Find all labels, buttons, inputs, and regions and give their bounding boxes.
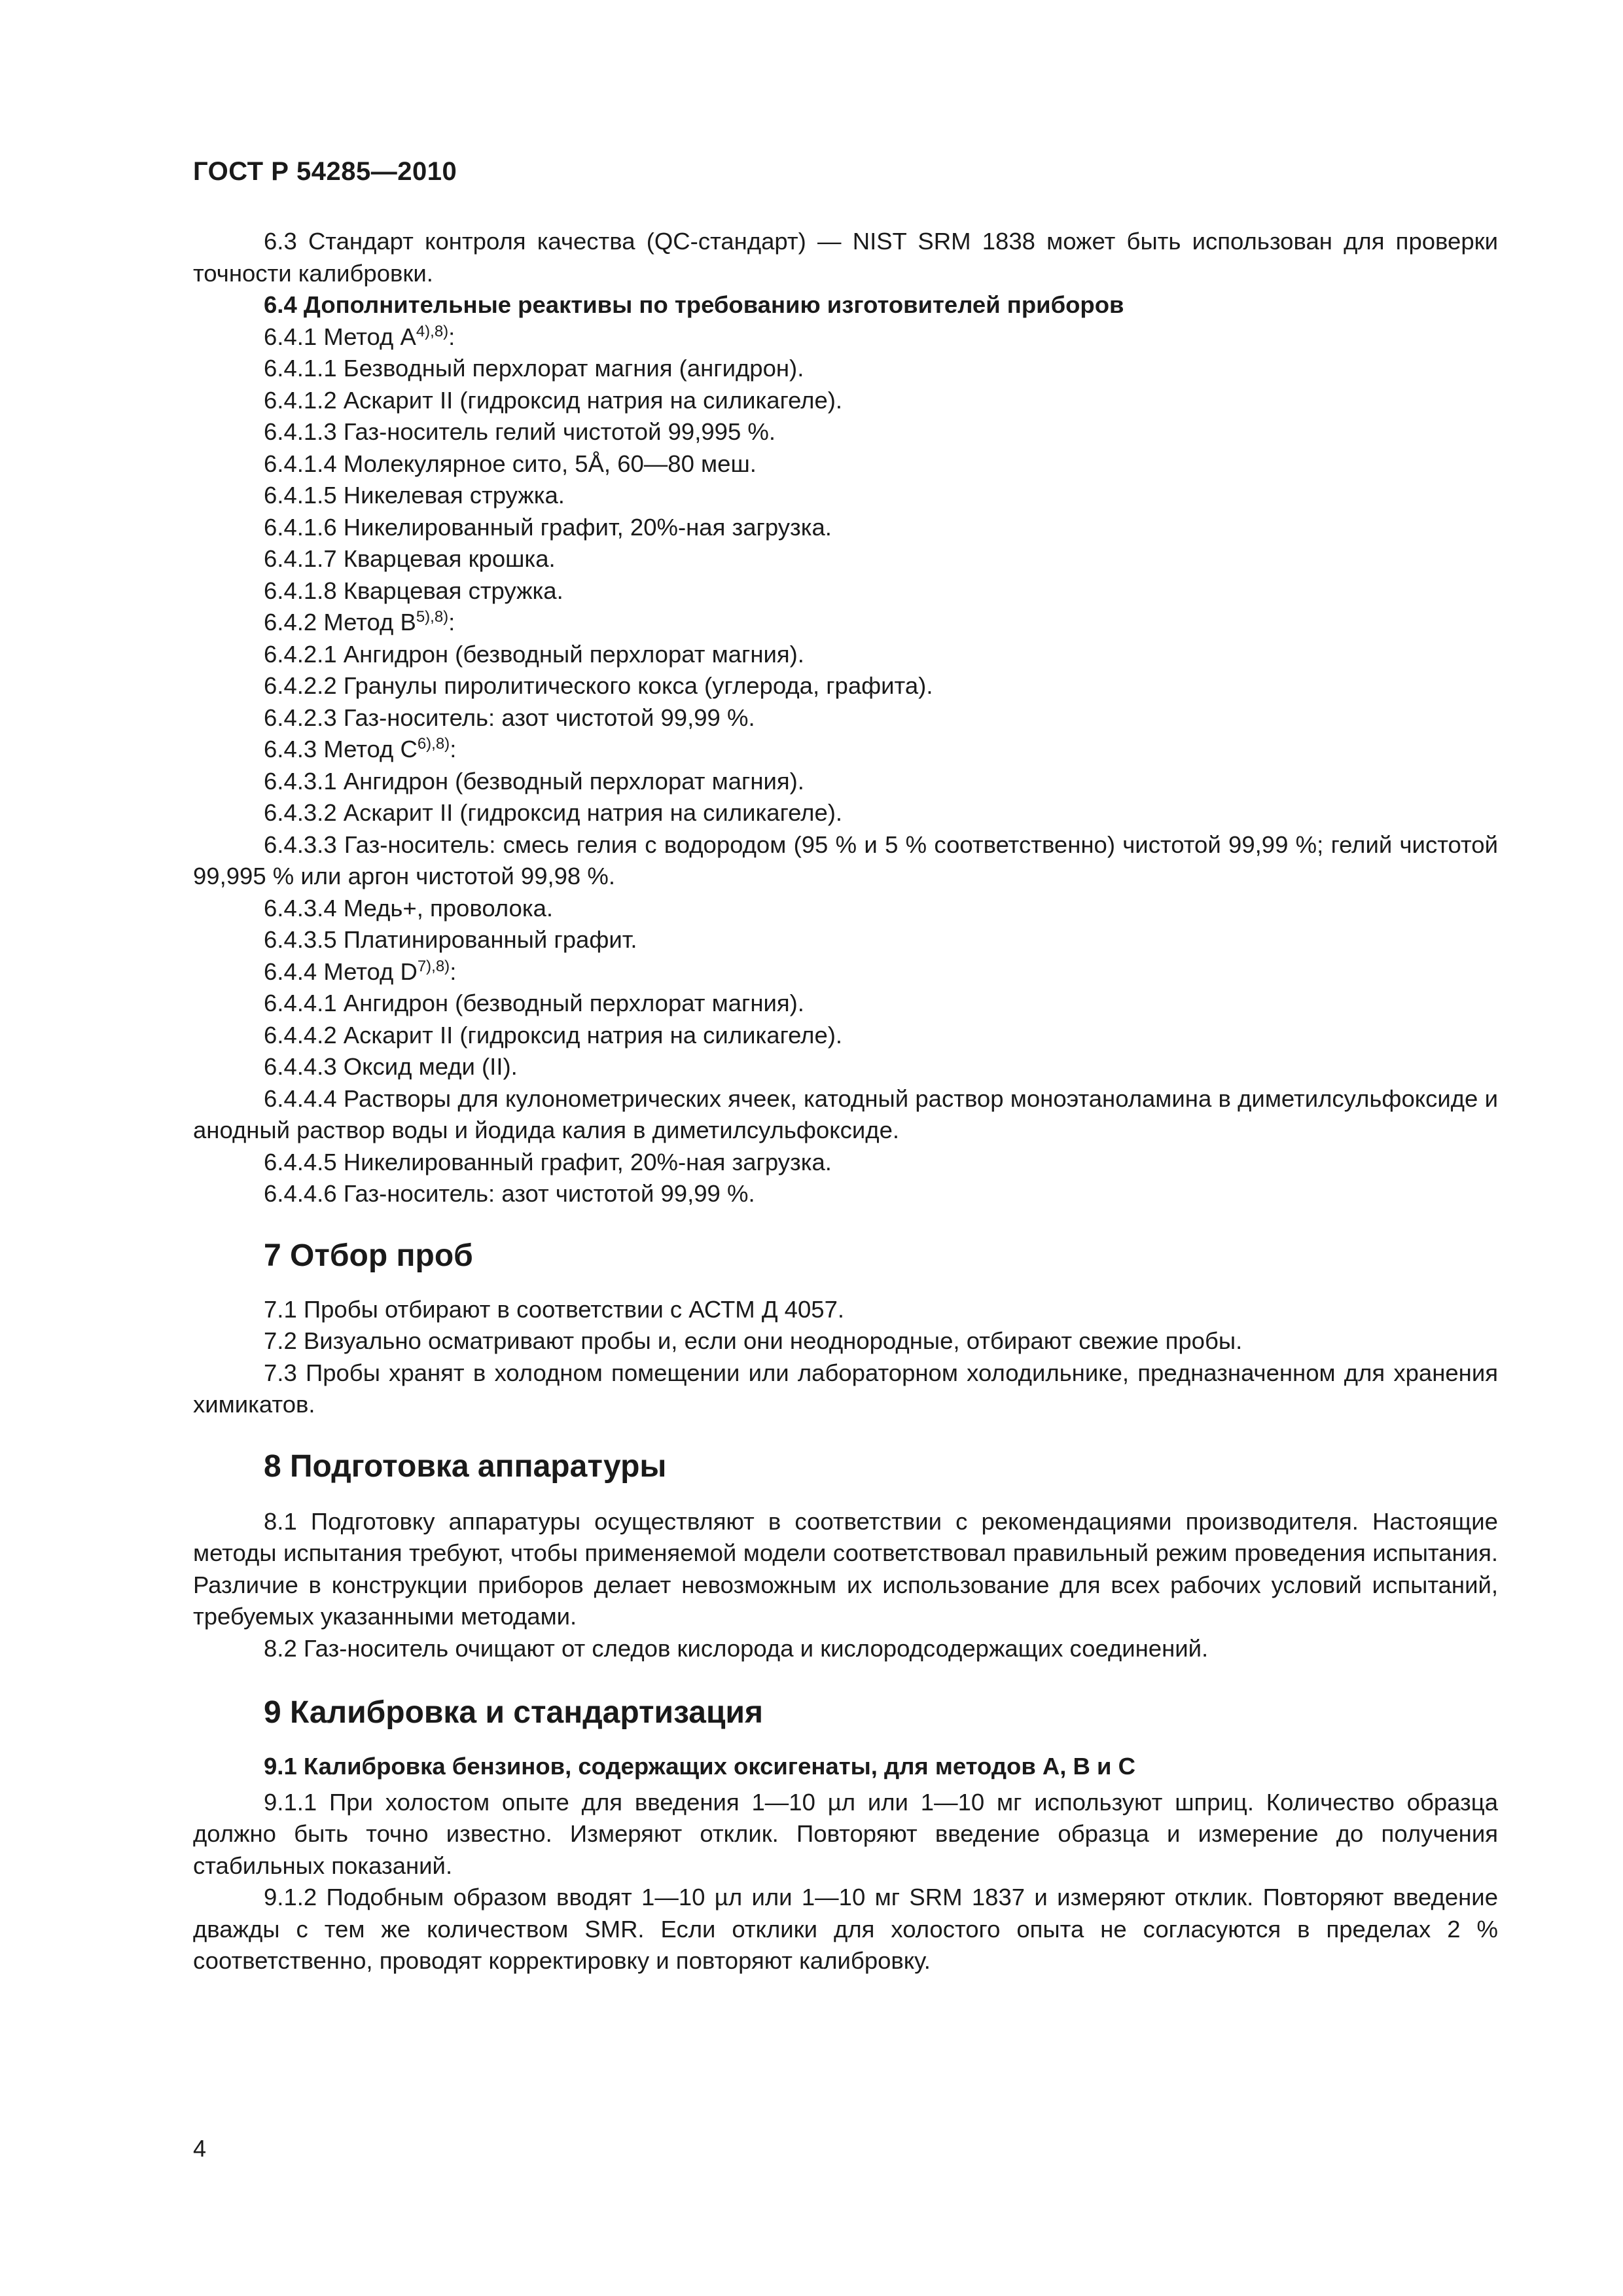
paragraph-text: 6.4.3 Метод С (264, 736, 418, 762)
paragraph-text: 6.4.3.2 Аскарит II (гидроксид натрия на силикагеле). (264, 799, 843, 826)
paragraph (193, 829, 1498, 893)
section-8-body (193, 1506, 1498, 1665)
paragraph-suffix: : (448, 609, 455, 636)
paragraph-text: 6.4.3.1 Ангидрон (безводный перхлорат магния). (264, 767, 804, 795)
paragraph (193, 797, 1498, 829)
paragraph-text: 6.4.4 Метод D (264, 958, 418, 985)
paragraph-text: 6.4.3.5 Платинированный графит. (264, 926, 637, 953)
paragraph (193, 416, 1498, 448)
paragraph-text: 6.4.1.2 Аскарит II (гидроксид натрия на силикагеле). (264, 386, 843, 414)
section-7-body (193, 1294, 1498, 1421)
paragraph-text: 7.3 Пробы хранят в холодном помещении или лабораторном холодильнике, предназначенном для хранения химикатов. (193, 1359, 1498, 1418)
paragraph-suffix: : (450, 736, 457, 762)
paragraph-text: 6.4.4.2 Аскарит II (гидроксид натрия на силикагеле). (264, 1021, 843, 1049)
paragraph (193, 1787, 1498, 1882)
paragraph (193, 1882, 1498, 1977)
paragraph (193, 226, 1498, 289)
paragraph (193, 480, 1498, 512)
paragraph (193, 607, 1498, 639)
paragraph-text: 7.1 Пробы отбирают в соответствии с АСТМ Д 4057. (264, 1295, 845, 1323)
paragraph (193, 353, 1498, 385)
document-header: ГОСТ Р 54285—2010 (193, 157, 457, 186)
paragraph-text: 6.4.1.3 Газ-носитель гелий чистотой 99,995 %. (264, 418, 776, 445)
paragraph (193, 1083, 1498, 1147)
paragraph (193, 289, 1498, 321)
paragraph (193, 1178, 1498, 1210)
paragraph-text: 6.4.1 Метод А (264, 323, 416, 350)
footnote-reference: 5),8) (416, 608, 449, 626)
section-9-body (193, 1787, 1498, 1977)
paragraph-text: 6.4.1.8 Кварцевая стружка. (264, 577, 563, 604)
section-6-continuation (193, 226, 1498, 1210)
paragraph (193, 575, 1498, 607)
section-7-title: 7 Отбор проб (264, 1238, 473, 1273)
paragraph-text: 6.4.2.2 Гранулы пиролитического кокса (углерода, графита). (264, 672, 933, 699)
paragraph-text: 8.2 Газ-носитель очищают от следов кислорода и кислородсодержащих соединений. (264, 1634, 1209, 1662)
paragraph (193, 766, 1498, 798)
paragraph (193, 734, 1498, 766)
paragraph (193, 385, 1498, 417)
section-9-1-subtitle: 9.1 Калибровка бензинов, содержащих оксигенаты, для методов А, В и С (264, 1753, 1135, 1780)
footnote-reference: 6),8) (417, 735, 450, 753)
paragraph (193, 543, 1498, 575)
page-number: 4 (193, 2135, 207, 2162)
section-9-title: 9 Калибровка и стандартизация (264, 1695, 764, 1730)
paragraph (193, 448, 1498, 480)
footnote-reference: 4),8) (416, 322, 449, 340)
paragraph (193, 893, 1498, 925)
paragraph-text: 7.2 Визуально осматривают пробы и, если они неоднородные, отбирают свежие пробы. (264, 1327, 1243, 1354)
paragraph (193, 1325, 1498, 1357)
section-8-title: 8 Подготовка аппаратуры (264, 1448, 667, 1484)
paragraph-text: 9.1.2 Подобным образом вводят 1—10 µл или 1—10 мг SRM 1837 и измеряют отклик. Повторяют введение дважды с тем же количеством SMR. Если отклики для холостого опыта не согласуются в пределах 2 % соответственно, проводят корректировку и повторяют калибровку. (193, 1884, 1498, 1974)
footnote-reference: 7),8) (417, 957, 450, 975)
paragraph-text: 6.3 Стандарт контроля качества (QC-стандарт) — NIST SRM 1838 может быть использован для проверки точности калибровки. (193, 228, 1498, 287)
paragraph-text: 6.4.1.7 Кварцевая крошка. (264, 545, 556, 572)
paragraph-text: 6.4.4.3 Оксид меди (II). (264, 1053, 518, 1080)
document-body (193, 226, 1498, 1977)
paragraph (193, 1633, 1498, 1665)
paragraph (193, 1051, 1498, 1083)
paragraph (193, 321, 1498, 353)
paragraph (193, 924, 1498, 956)
paragraph-text: 6.4.1.4 Молекулярное сито, 5Å, 60—80 меш. (264, 450, 757, 477)
paragraph (193, 1294, 1498, 1326)
paragraph-text: 9.1.1 При холостом опыте для введения 1—10 µл или 1—10 мг используют шприц. Количество образца должно быть точно известно. Измеряют отклик. Повторяют введение образца и измерение до получения стабильных показаний. (193, 1788, 1498, 1879)
paragraph (193, 1147, 1498, 1179)
paragraph-text: 6.4 Дополнительные реактивы по требованию изготовителей приборов (264, 291, 1124, 318)
paragraph-text: 6.4.4.6 Газ-носитель: азот чистотой 99,99 %. (264, 1180, 755, 1207)
paragraph-text: 6.4.4.4 Растворы для кулонометрических ячеек, катодный раствор моноэтаноламина в диметилсульфоксиде и анодный раствор воды и йодида калия в диметилсульфоксиде. (193, 1085, 1498, 1143)
paragraph (193, 956, 1498, 988)
paragraph-text: 6.4.4.5 Никелированный графит, 20%-ная загрузка. (264, 1148, 832, 1175)
paragraph (193, 1020, 1498, 1052)
paragraph-text: 6.4.2.1 Ангидрон (безводный перхлорат магния). (264, 640, 804, 668)
paragraph-text: 8.1 Подготовку аппаратуры осуществляют в соответствии с рекомендациями производителя. Настоящие методы испытания требуют, чтобы применяемой модели соответствовал правильный режим проведения испытания. Различие в конструкции приборов делает невозможным их использование для всех рабочих условий испытаний, требуемых указанными методами. (193, 1507, 1498, 1630)
paragraph (193, 702, 1498, 734)
paragraph (193, 512, 1498, 544)
paragraph-suffix: : (450, 958, 457, 985)
paragraph-text: 6.4.3.3 Газ-носитель: смесь гелия с водородом (95 % и 5 % соответственно) чистотой 99,99 %; гелий чистотой 99,995 % или аргон чистотой 99,98 %. (193, 831, 1498, 889)
paragraph-text: 6.4.1.6 Никелированный графит, 20%-ная загрузка. (264, 513, 832, 541)
paragraph-text: 6.4.1.1 Безводный перхлорат магния (ангидрон). (264, 355, 804, 382)
paragraph (193, 1357, 1498, 1421)
paragraph (193, 639, 1498, 671)
paragraph-text: 6.4.4.1 Ангидрон (безводный перхлорат магния). (264, 990, 804, 1016)
paragraph (193, 1506, 1498, 1633)
paragraph (193, 988, 1498, 1020)
paragraph (193, 670, 1498, 702)
paragraph-text: 6.4.2.3 Газ-носитель: азот чистотой 99,99 %. (264, 704, 755, 731)
paragraph-text: 6.4.2 Метод В (264, 609, 416, 636)
paragraph-text: 6.4.1.5 Никелевая стружка. (264, 482, 565, 509)
paragraph-text: 6.4.3.4 Медь+, проволока. (264, 894, 554, 922)
paragraph-suffix: : (448, 323, 455, 350)
